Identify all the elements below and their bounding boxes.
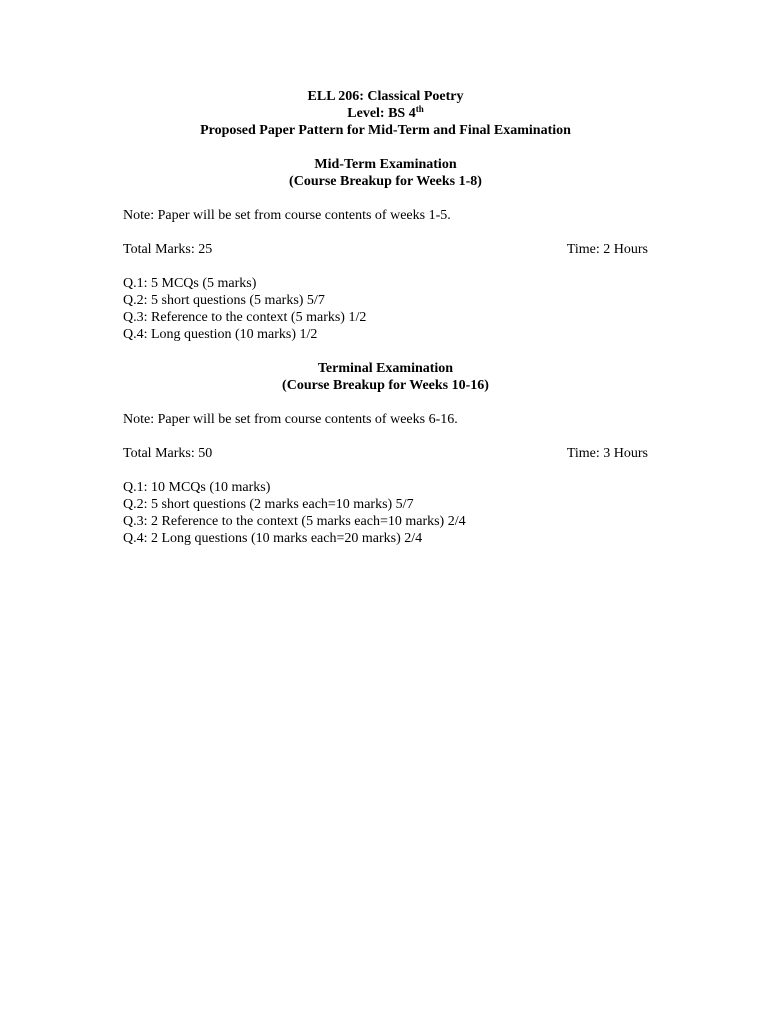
document-content [123,88,648,547]
midterm-note: Note: Paper will be set from course contents of weeks 1-5. [123,208,451,223]
course-level [123,105,648,122]
midterm-question: Q.3: Reference to the context (5 marks) 1/2 [123,310,367,325]
midterm-heading: Mid-Term Examination [314,157,457,172]
midterm-question-list [123,275,648,343]
level-text: Level: BS 4 [347,106,416,121]
document-subtitle: Proposed Paper Pattern for Mid-Term and Final Examination [200,123,571,138]
terminal-question: Q.1: 10 MCQs (10 marks) [123,480,271,495]
terminal-time: Time: 3 Hours [566,446,648,461]
midterm-question: Q.4: Long question (10 marks) 1/2 [123,327,318,342]
terminal-question-list [123,479,648,547]
terminal-breakup: (Course Breakup for Weeks 10-16) [282,378,489,393]
terminal-heading: Terminal Examination [317,361,454,376]
midterm-question: Q.2: 5 short questions (5 marks) 5/7 [123,293,325,308]
midterm-breakup: (Course Breakup for Weeks 1-8) [289,174,482,189]
terminal-question: Q.2: 5 short questions (2 marks each=10 marks) 5/7 [123,497,414,512]
terminal-total-marks: Total Marks: 50 [123,446,213,461]
terminal-note: Note: Paper will be set from course contents of weeks 6-16. [123,412,458,427]
midterm-total-marks: Total Marks: 25 [123,242,213,257]
midterm-marks-row [123,241,648,258]
terminal-question: Q.3: 2 Reference to the context (5 marks each=10 marks) 2/4 [123,514,466,529]
midterm-time: Time: 2 Hours [566,242,648,257]
course-title: ELL 206: Classical Poetry [307,89,464,104]
terminal-marks-row [123,445,648,462]
level-superscript: th [415,104,424,114]
midterm-question: Q.1: 5 MCQs (5 marks) [123,276,257,291]
terminal-question: Q.4: 2 Long questions (10 marks each=20 marks) 2/4 [123,531,423,546]
